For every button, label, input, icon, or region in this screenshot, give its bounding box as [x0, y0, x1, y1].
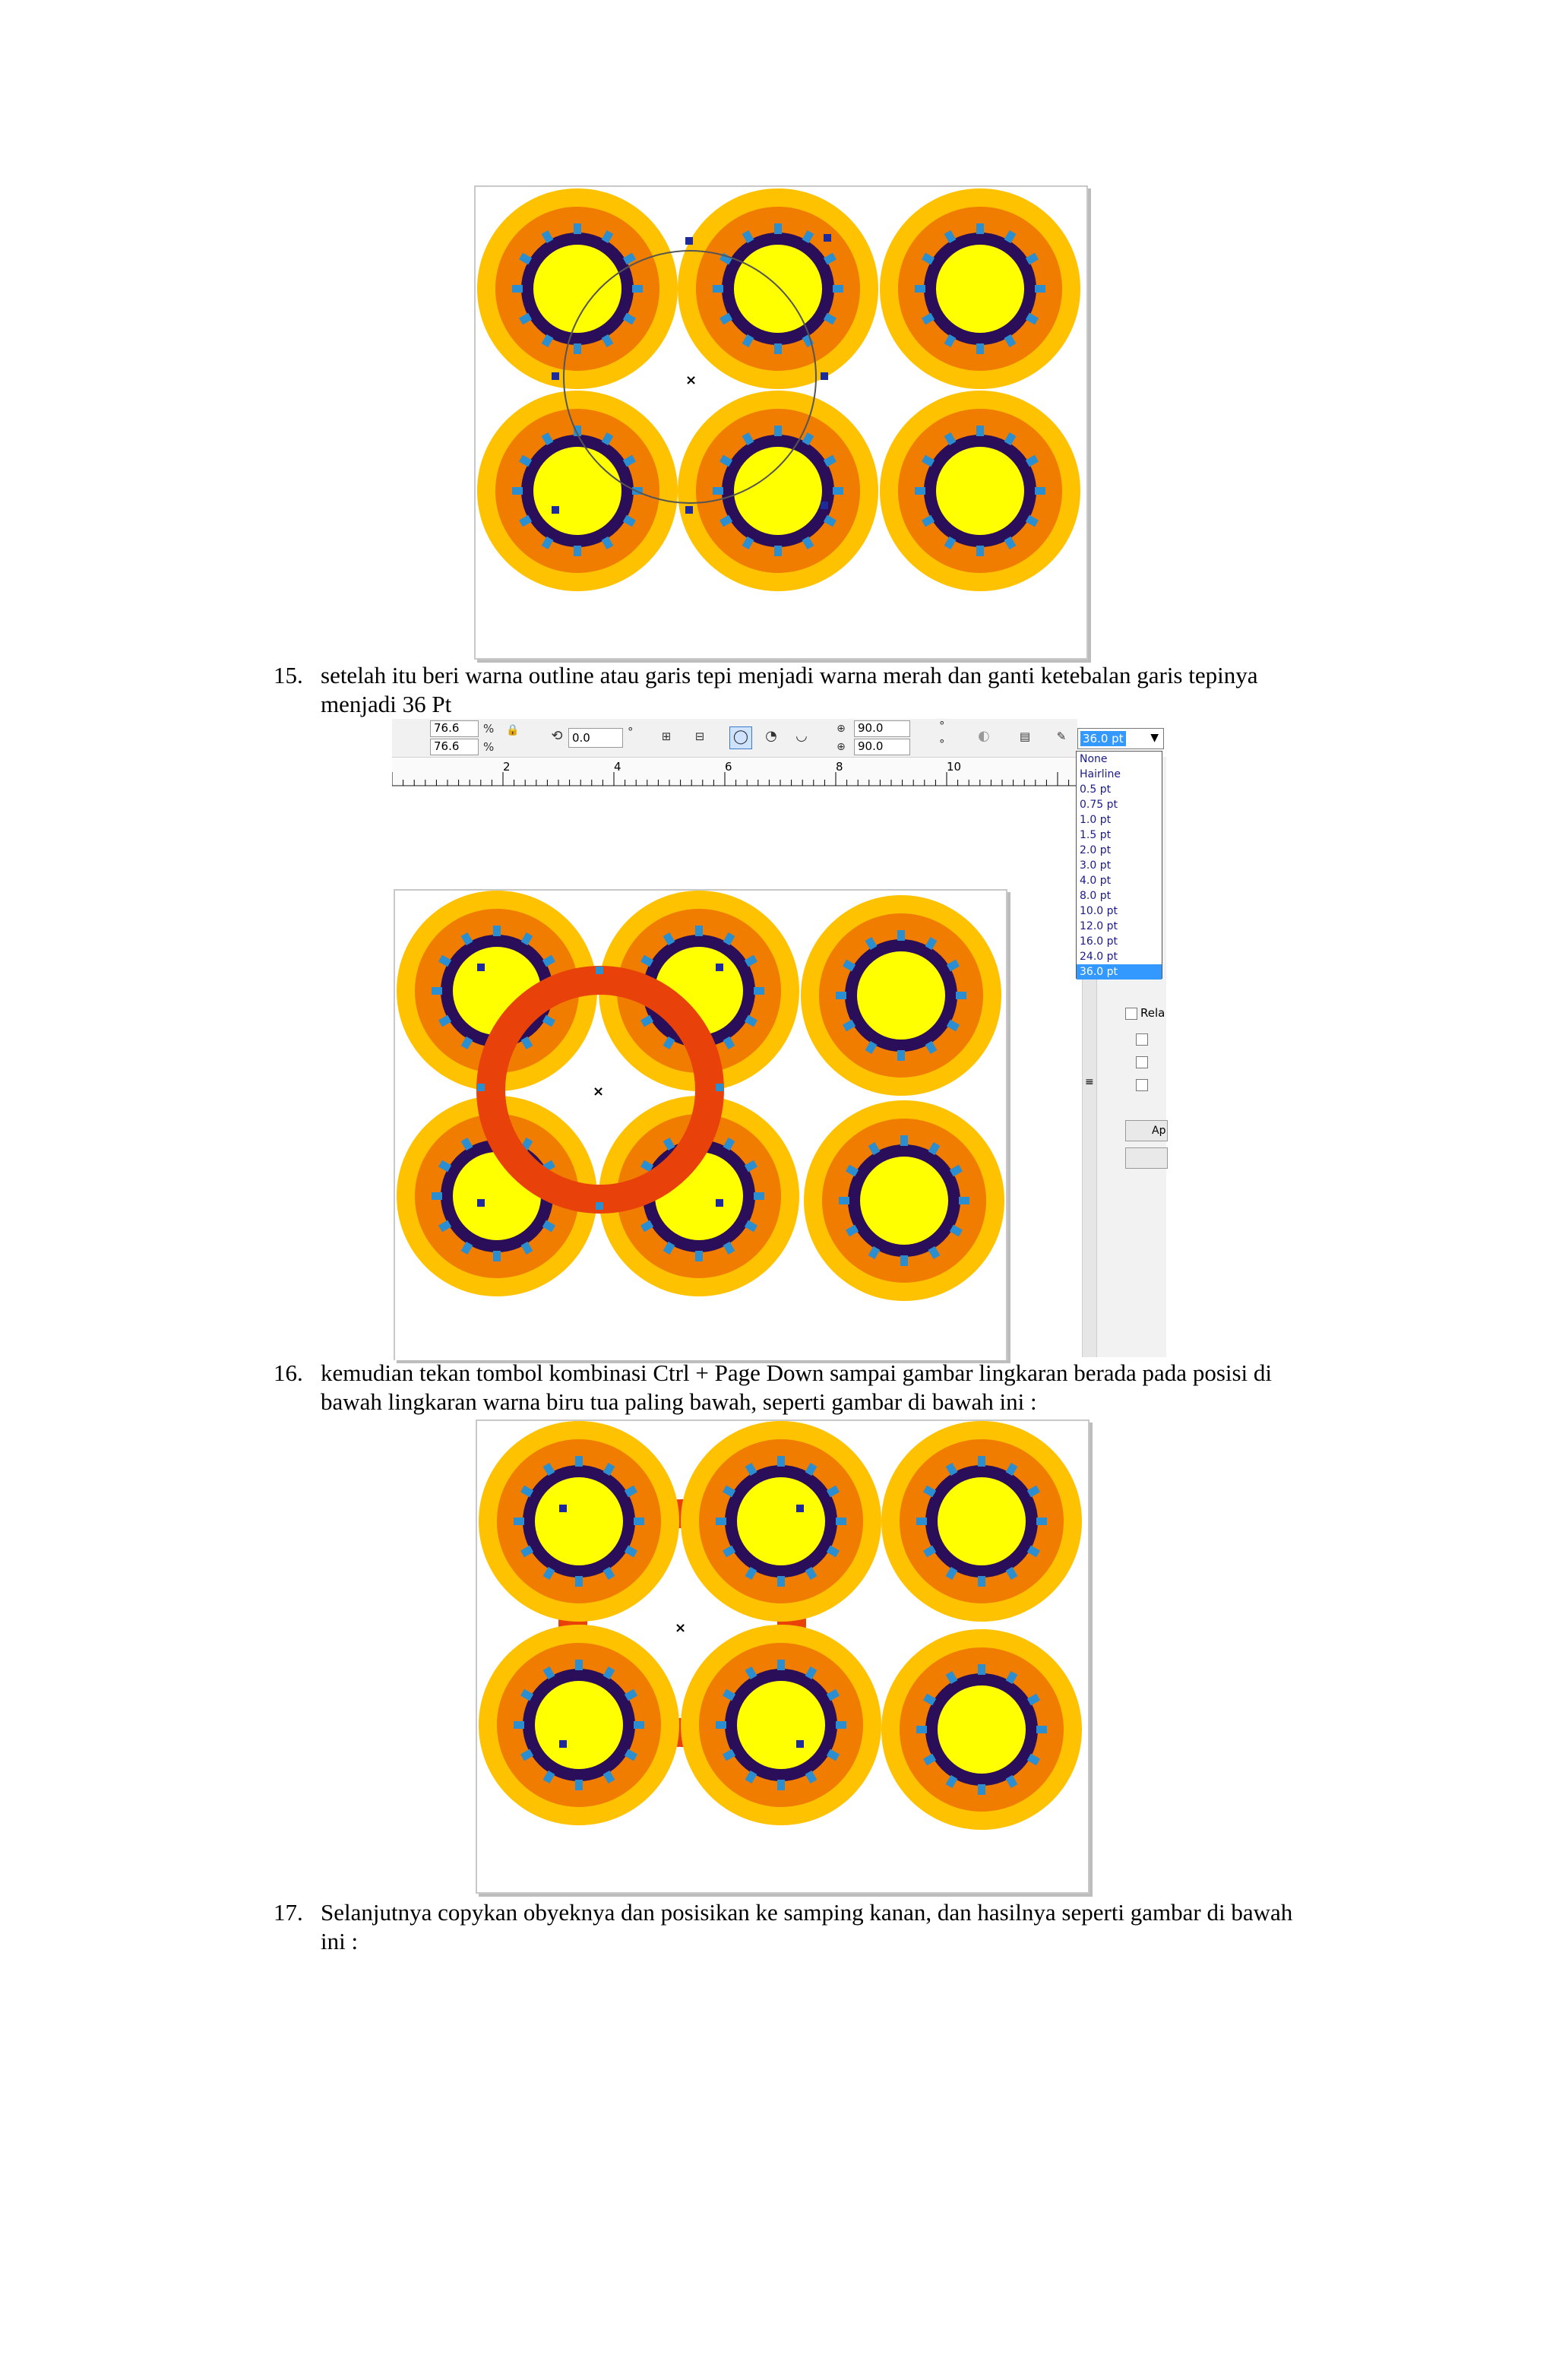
- start-angle-icon: ⊕: [837, 723, 846, 735]
- percent-label: %: [483, 740, 495, 754]
- ruler-tick-label: 10: [947, 760, 962, 774]
- wrap-text-icon[interactable]: ▤: [1019, 730, 1031, 743]
- step-number: 15.: [274, 662, 303, 688]
- step-text-line-1: Selanjutnya copykan obyeknya dan posisikan ke samping kanan, dan hasilnya seperti gambar di bawah: [321, 1899, 1293, 1926]
- option-checkbox-3[interactable]: [1136, 1079, 1148, 1091]
- figure-3-circle-behind: [476, 1419, 1090, 1894]
- step-15: [274, 661, 1413, 719]
- end-angle-icon: ⊕: [837, 741, 846, 753]
- center-marker: ×: [675, 1620, 687, 1636]
- step-16: [274, 1359, 1413, 1416]
- outline-width-option[interactable]: None: [1080, 753, 1108, 765]
- center-marker: ×: [593, 1084, 605, 1100]
- scale-height-input[interactable]: 76.6: [430, 739, 479, 755]
- degree-label: °: [939, 737, 945, 751]
- start-angle-input[interactable]: 90.0: [854, 720, 910, 737]
- figure-3-canvas: [477, 1421, 1088, 1892]
- outline-width-option[interactable]: 36.0 pt: [1077, 964, 1162, 980]
- outline-width-value: 36.0 pt: [1080, 731, 1126, 746]
- option-checkbox-1[interactable]: [1136, 1033, 1148, 1046]
- relative-checkbox[interactable]: [1125, 1008, 1137, 1020]
- figure-2-canvas: [395, 891, 1006, 1360]
- outline-width-option[interactable]: 1.5 pt: [1080, 829, 1112, 841]
- step-text-line-1: kemudian tekan tombol kombinasi Ctrl + Page Down sampai gambar lingkaran berada pada posisi di: [321, 1359, 1273, 1386]
- option-checkbox-2[interactable]: [1136, 1056, 1148, 1068]
- outline-width-option[interactable]: 10.0 pt: [1080, 905, 1118, 917]
- outline-width-option[interactable]: 3.0 pt: [1080, 859, 1112, 872]
- outline-width-option[interactable]: 8.0 pt: [1080, 890, 1112, 902]
- step-number: 16.: [274, 1359, 303, 1386]
- relative-label: Rela: [1140, 1006, 1165, 1020]
- secondary-button[interactable]: [1125, 1147, 1168, 1169]
- pie-mode-icon[interactable]: ◔: [765, 728, 777, 744]
- outline-width-option[interactable]: 4.0 pt: [1080, 875, 1112, 887]
- degree-label: °: [628, 725, 634, 739]
- rotation-input[interactable]: 0.0: [568, 728, 623, 748]
- outline-pen-icon[interactable]: ✎: [1056, 730, 1067, 743]
- degree-label: °: [939, 719, 945, 733]
- panel-scrollbar[interactable]: ≡: [1083, 757, 1097, 1357]
- outline-width-option[interactable]: 0.5 pt: [1080, 783, 1112, 796]
- figure-1-canvas: [476, 187, 1086, 658]
- outline-width-option[interactable]: Hairline: [1080, 768, 1121, 780]
- center-marker: ×: [685, 372, 697, 388]
- flower-6[interactable]: [880, 391, 1080, 591]
- step-text-line-2: bawah lingkaran warna biru tua paling bawah, seperti gambar di bawah ini :: [321, 1388, 1037, 1415]
- arc-mode-icon[interactable]: ◡: [795, 728, 808, 744]
- outline-width-option[interactable]: 1.0 pt: [1080, 814, 1112, 826]
- figure-2-red-outline: [394, 889, 1007, 1360]
- outline-width-option[interactable]: 2.0 pt: [1080, 844, 1112, 856]
- flower-1[interactable]: [477, 188, 678, 389]
- mirror-vertical-icon[interactable]: ⊟: [694, 730, 705, 743]
- end-angle-input[interactable]: 90.0: [854, 739, 910, 755]
- ruler-tick-label: 4: [614, 760, 621, 774]
- step-text-line-2: menjadi 36 Pt: [321, 691, 452, 717]
- flower-4[interactable]: [477, 391, 678, 591]
- mirror-horizontal-icon[interactable]: ⊞: [661, 730, 672, 743]
- lock-ratio-icon[interactable]: 🔒: [506, 724, 520, 736]
- ellipse-mode-icon[interactable]: ◯: [729, 726, 752, 749]
- step-17: [274, 1898, 1413, 1956]
- property-toolbar: [392, 719, 1077, 758]
- flower-2[interactable]: [678, 188, 878, 389]
- horizontal-ruler: [392, 758, 1077, 786]
- scale-width-input[interactable]: 76.6: [430, 720, 479, 737]
- flower-5[interactable]: [678, 391, 878, 591]
- outline-width-dropdown[interactable]: [1076, 751, 1162, 979]
- step-text-line-1: setelah itu beri warna outline atau garis tepi menjadi warna merah dan ganti ketebalan garis tepinya: [321, 662, 1258, 688]
- ruler-tick-label: 6: [725, 760, 732, 774]
- outline-width-option[interactable]: 16.0 pt: [1080, 935, 1118, 948]
- outline-width-option[interactable]: 0.75 pt: [1080, 799, 1118, 811]
- step-text-line-2: ini :: [321, 1928, 359, 1954]
- outline-width-option[interactable]: 24.0 pt: [1080, 951, 1118, 963]
- outline-width-option[interactable]: 12.0 pt: [1080, 920, 1118, 932]
- ruler-tick-label: 2: [503, 760, 511, 774]
- direction-icon[interactable]: ◐: [978, 728, 990, 744]
- outline-width-select[interactable]: [1077, 728, 1164, 749]
- figure-1-selected-circle: [474, 185, 1088, 660]
- ruler-tick-label: 8: [836, 760, 843, 774]
- rotate-icon: ⟲: [551, 728, 563, 744]
- step-number: 17.: [274, 1899, 303, 1926]
- flower-3[interactable]: [880, 188, 1080, 389]
- percent-label: %: [483, 722, 495, 736]
- apply-button[interactable]: Ap: [1125, 1120, 1168, 1141]
- chevron-down-icon: ▼: [1150, 732, 1159, 744]
